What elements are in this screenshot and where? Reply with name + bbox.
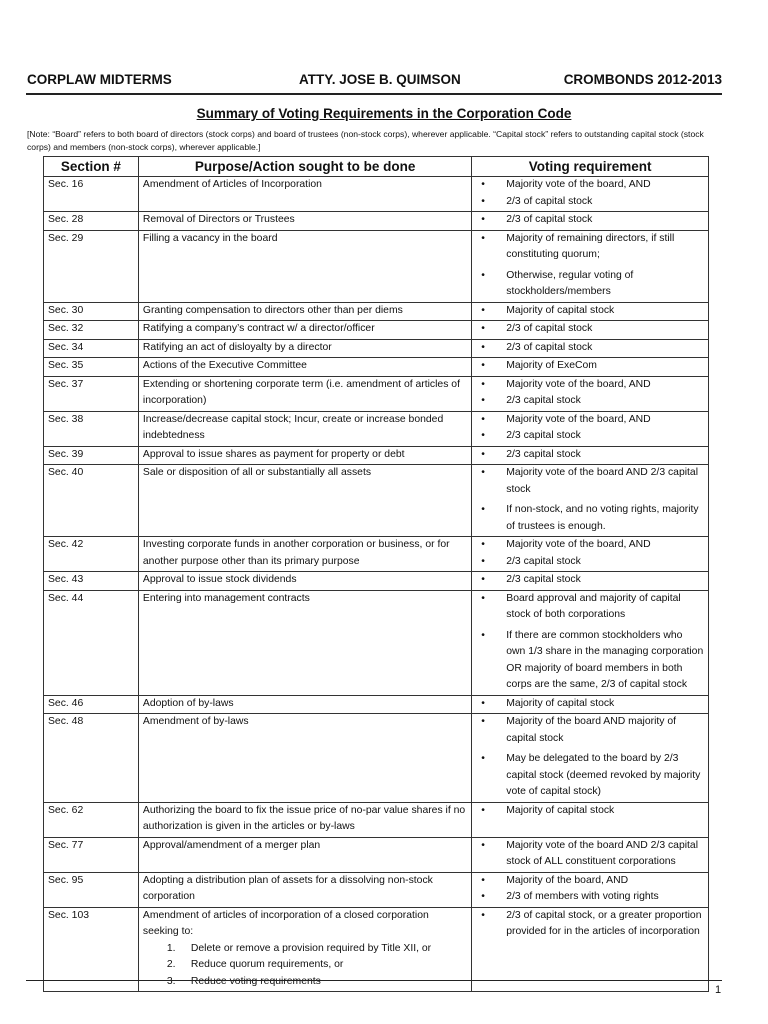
requirement-item: • Majority of the board, AND — [476, 873, 704, 890]
requirement-item: • 2/3 capital stock — [476, 393, 704, 410]
table-row — [44, 590, 709, 695]
section-cell: Sec. 40 — [44, 465, 139, 537]
purpose-text: Extending or shortening corporate term (i.e. amendment of articles of incorporation) — [142, 378, 460, 406]
header-rule — [26, 93, 722, 95]
requirement-item: • 2/3 of capital stock — [476, 194, 704, 211]
requirement-cell — [472, 695, 709, 714]
purpose-cell — [138, 714, 471, 803]
requirement-cell — [472, 590, 709, 695]
requirement-cell — [472, 339, 709, 358]
purpose-cell — [138, 177, 471, 212]
purpose-cell — [138, 212, 471, 231]
footer-rule — [26, 980, 722, 981]
table-row — [44, 714, 709, 803]
table-row — [44, 465, 709, 537]
purpose-cell — [138, 590, 471, 695]
table-row — [44, 230, 709, 302]
table-row — [44, 177, 709, 212]
section-cell: Sec. 48 — [44, 714, 139, 803]
subitem-number: 2. — [166, 959, 176, 970]
table-row — [44, 446, 709, 465]
table-row — [44, 695, 709, 714]
purpose-subitem — [167, 974, 467, 991]
requirement-item: • Majority of capital stock — [476, 696, 704, 713]
requirement-cell — [472, 177, 709, 212]
requirement-list — [476, 412, 704, 445]
requirement-cell — [472, 802, 709, 837]
table-row — [44, 321, 709, 340]
page-number: 1 — [715, 984, 722, 996]
requirement-item: • Majority of ExeCom — [476, 358, 704, 375]
requirement-cell — [472, 907, 709, 992]
requirement-cell — [472, 230, 709, 302]
document-title: Summary of Voting Requirements in the Corporation Code — [196, 106, 572, 121]
requirement-item: • Majority vote of the board, AND — [476, 377, 704, 394]
requirement-item: • 2/3 of capital stock — [476, 340, 704, 357]
requirement-cell — [472, 465, 709, 537]
subitem-number: 3. — [166, 975, 176, 987]
requirement-item: • 2/3 of members with voting rights — [476, 889, 704, 906]
purpose-cell — [138, 872, 471, 907]
purpose-text: Filling a vacancy in the board — [142, 232, 278, 244]
table-row — [44, 376, 709, 411]
table-row — [44, 302, 709, 321]
section-cell: Sec. 38 — [44, 411, 139, 446]
section-cell: Sec. 35 — [44, 358, 139, 377]
purpose-cell — [138, 411, 471, 446]
purpose-cell — [138, 837, 471, 872]
purpose-cell — [138, 302, 471, 321]
section-cell: Sec. 28 — [44, 212, 139, 231]
requirement-item: • 2/3 capital stock — [476, 428, 704, 445]
requirement-item: • Majority vote of the board, AND — [476, 177, 704, 194]
requirement-cell — [472, 837, 709, 872]
table-row — [44, 537, 709, 572]
requirement-cell — [472, 358, 709, 377]
requirement-list — [476, 803, 704, 820]
requirement-item: • 2/3 capital stock — [476, 554, 704, 571]
table-row — [44, 358, 709, 377]
section-cell: Sec. 29 — [44, 230, 139, 302]
requirement-cell — [472, 321, 709, 340]
purpose-text: Adopting a distribution plan of assets for a dissolving non-stock corporation — [142, 874, 433, 902]
purpose-text: Authorizing the board to fix the issue price of no-par value shares if no authorization is given in the articles or by-laws — [142, 804, 466, 832]
requirement-item: • Majority of remaining directors, if still constituting quorum; — [476, 231, 704, 264]
purpose-cell — [138, 802, 471, 837]
section-cell: Sec. 43 — [44, 572, 139, 591]
requirement-list — [476, 696, 704, 713]
requirement-item: • Majority vote of the board AND 2/3 capital stock of ALL constituent corporations — [476, 838, 704, 871]
requirement-list — [476, 873, 704, 906]
requirement-list — [476, 591, 704, 694]
subitem-text: Reduce voting requirements — [190, 975, 321, 987]
section-cell: Sec. 42 — [44, 537, 139, 572]
section-cell: Sec. 46 — [44, 695, 139, 714]
purpose-cell — [138, 465, 471, 537]
col-header-requirement: Voting requirement — [472, 157, 709, 177]
purpose-cell — [138, 376, 471, 411]
purpose-text: Approval/amendment of a merger plan — [142, 839, 321, 851]
requirement-item: • Majority of capital stock — [476, 303, 704, 320]
section-cell: Sec. 77 — [44, 837, 139, 872]
requirement-item: • 2/3 of capital stock, or a greater proportion provided for in the articles of incorporation — [476, 908, 704, 941]
subitem-text: Delete or remove a provision required by Title XII, or — [190, 942, 432, 954]
purpose-cell — [138, 446, 471, 465]
requirement-item: • Majority of the board AND majority of capital stock — [476, 714, 704, 747]
purpose-cell — [138, 572, 471, 591]
purpose-subitem — [167, 941, 467, 958]
requirement-list — [476, 231, 704, 301]
purpose-text: Sale or disposition of all or substantially all assets — [142, 467, 372, 478]
purpose-sublist — [143, 941, 467, 991]
requirement-cell — [472, 872, 709, 907]
purpose-cell — [138, 537, 471, 572]
purpose-cell — [138, 230, 471, 302]
table-row — [44, 802, 709, 837]
section-cell: Sec. 37 — [44, 376, 139, 411]
requirement-list — [476, 177, 704, 210]
purpose-cell — [138, 321, 471, 340]
purpose-subitem — [167, 957, 467, 974]
requirement-list — [476, 447, 704, 464]
purpose-cell — [138, 339, 471, 358]
table-header-row — [44, 157, 709, 177]
requirement-cell — [472, 212, 709, 231]
purpose-text: Entering into management contracts — [142, 592, 310, 604]
requirement-cell — [472, 376, 709, 411]
purpose-text: Ratifying a company’s contract w/ a director/officer — [142, 323, 375, 334]
requirement-list — [476, 714, 704, 801]
requirement-list — [476, 537, 704, 570]
requirement-list — [476, 465, 704, 535]
purpose-text: Actions of the Executive Committee — [142, 360, 307, 371]
requirement-list — [476, 212, 704, 229]
requirement-item: • Otherwise, regular voting of stockholders/members — [476, 268, 704, 301]
table-row — [44, 907, 709, 992]
requirement-list — [476, 303, 704, 320]
requirement-item: • 2/3 capital stock — [476, 572, 704, 589]
header-group: CROMBONDS 2012-2013 — [563, 72, 722, 87]
purpose-cell — [138, 695, 471, 714]
section-cell: Sec. 62 — [44, 802, 139, 837]
table-body — [44, 177, 709, 992]
table-row — [44, 872, 709, 907]
section-cell: Sec. 34 — [44, 339, 139, 358]
requirement-cell — [472, 537, 709, 572]
requirement-cell — [472, 714, 709, 803]
purpose-text: Increase/decrease capital stock; Incur, create or increase bonded indebtedness — [142, 413, 444, 441]
requirement-item: • If there are common stockholders who own 1/3 share in the managing corporation OR majority of board members in both corps are the same, 2/3 of capital stock — [476, 628, 704, 694]
purpose-text: Removal of Directors or Trustees — [142, 214, 295, 225]
requirement-cell — [472, 411, 709, 446]
purpose-text: Amendment of by-laws — [142, 716, 249, 727]
requirement-cell — [472, 572, 709, 591]
requirement-item: • 2/3 of capital stock — [476, 212, 704, 229]
requirement-cell — [472, 446, 709, 465]
purpose-cell — [138, 358, 471, 377]
purpose-text: Investing corporate funds in another corporation or business, or for another purpose other than its primary purpose — [142, 539, 450, 567]
requirement-list — [476, 340, 704, 357]
purpose-text: Amendment of articles of incorporation of a closed corporation seeking to: — [142, 909, 429, 937]
page-header — [27, 72, 722, 90]
requirement-item: • Majority vote of the board AND 2/3 capital stock — [476, 465, 704, 498]
table-row — [44, 411, 709, 446]
section-cell: Sec. 16 — [44, 177, 139, 212]
voting-requirements-table — [43, 156, 709, 992]
requirement-list — [476, 377, 704, 410]
requirement-item: • Majority vote of the board, AND — [476, 412, 704, 429]
table-row — [44, 212, 709, 231]
purpose-text: Approval to issue shares as payment for property or debt — [142, 448, 405, 460]
section-cell: Sec. 39 — [44, 446, 139, 465]
requirement-list — [476, 838, 704, 871]
requirement-item: • Majority of capital stock — [476, 803, 704, 820]
requirement-item: • Majority vote of the board, AND — [476, 537, 704, 554]
purpose-text: Ratifying an act of disloyalty by a director — [142, 341, 332, 353]
header-course: CORPLAW MIDTERMS — [27, 72, 172, 87]
purpose-cell — [138, 907, 471, 992]
purpose-text: Approval to issue stock dividends — [142, 574, 297, 585]
header-professor: ATTY. JOSE B. QUIMSON — [299, 72, 461, 87]
requirement-item: • 2/3 capital stock — [476, 447, 704, 464]
definition-note: [Note: “Board” refers to both board of directors (stock corps) and board of trustees (non-stock corps), wherever applicable. “Capital stock” refers to outstanding capital stock (stock corps) and members (non-stock corps), wherever applicable.] — [27, 129, 704, 152]
purpose-text: Amendment of Articles of Incorporation — [142, 179, 322, 190]
requirement-list — [476, 908, 704, 941]
requirement-item: • 2/3 of capital stock — [476, 321, 704, 338]
requirement-list — [476, 358, 704, 375]
table-row — [44, 837, 709, 872]
col-header-purpose: Purpose/Action sought to be done — [138, 157, 471, 177]
section-cell: Sec. 44 — [44, 590, 139, 695]
section-cell: Sec. 32 — [44, 321, 139, 340]
subitem-text: Reduce quorum requirements, or — [190, 959, 344, 970]
table-row — [44, 572, 709, 591]
purpose-text: Granting compensation to directors other than per diems — [142, 304, 403, 316]
purpose-text: Adoption of by-laws — [142, 697, 234, 709]
section-cell: Sec. 103 — [44, 907, 139, 992]
subitem-number: 1. — [166, 942, 176, 954]
requirement-list — [476, 572, 704, 589]
requirement-cell — [472, 302, 709, 321]
col-header-section: Section # — [44, 157, 139, 177]
section-cell: Sec. 95 — [44, 872, 139, 907]
table-row — [44, 339, 709, 358]
requirement-item: • Board approval and majority of capital stock of both corporations — [476, 591, 704, 624]
requirement-item: • If non-stock, and no voting rights, majority of trustees is enough. — [476, 502, 704, 535]
requirement-list — [476, 321, 704, 338]
section-cell: Sec. 30 — [44, 302, 139, 321]
requirement-item: • May be delegated to the board by 2/3 capital stock (deemed revoked by majority vote of capital stock) — [476, 751, 704, 801]
